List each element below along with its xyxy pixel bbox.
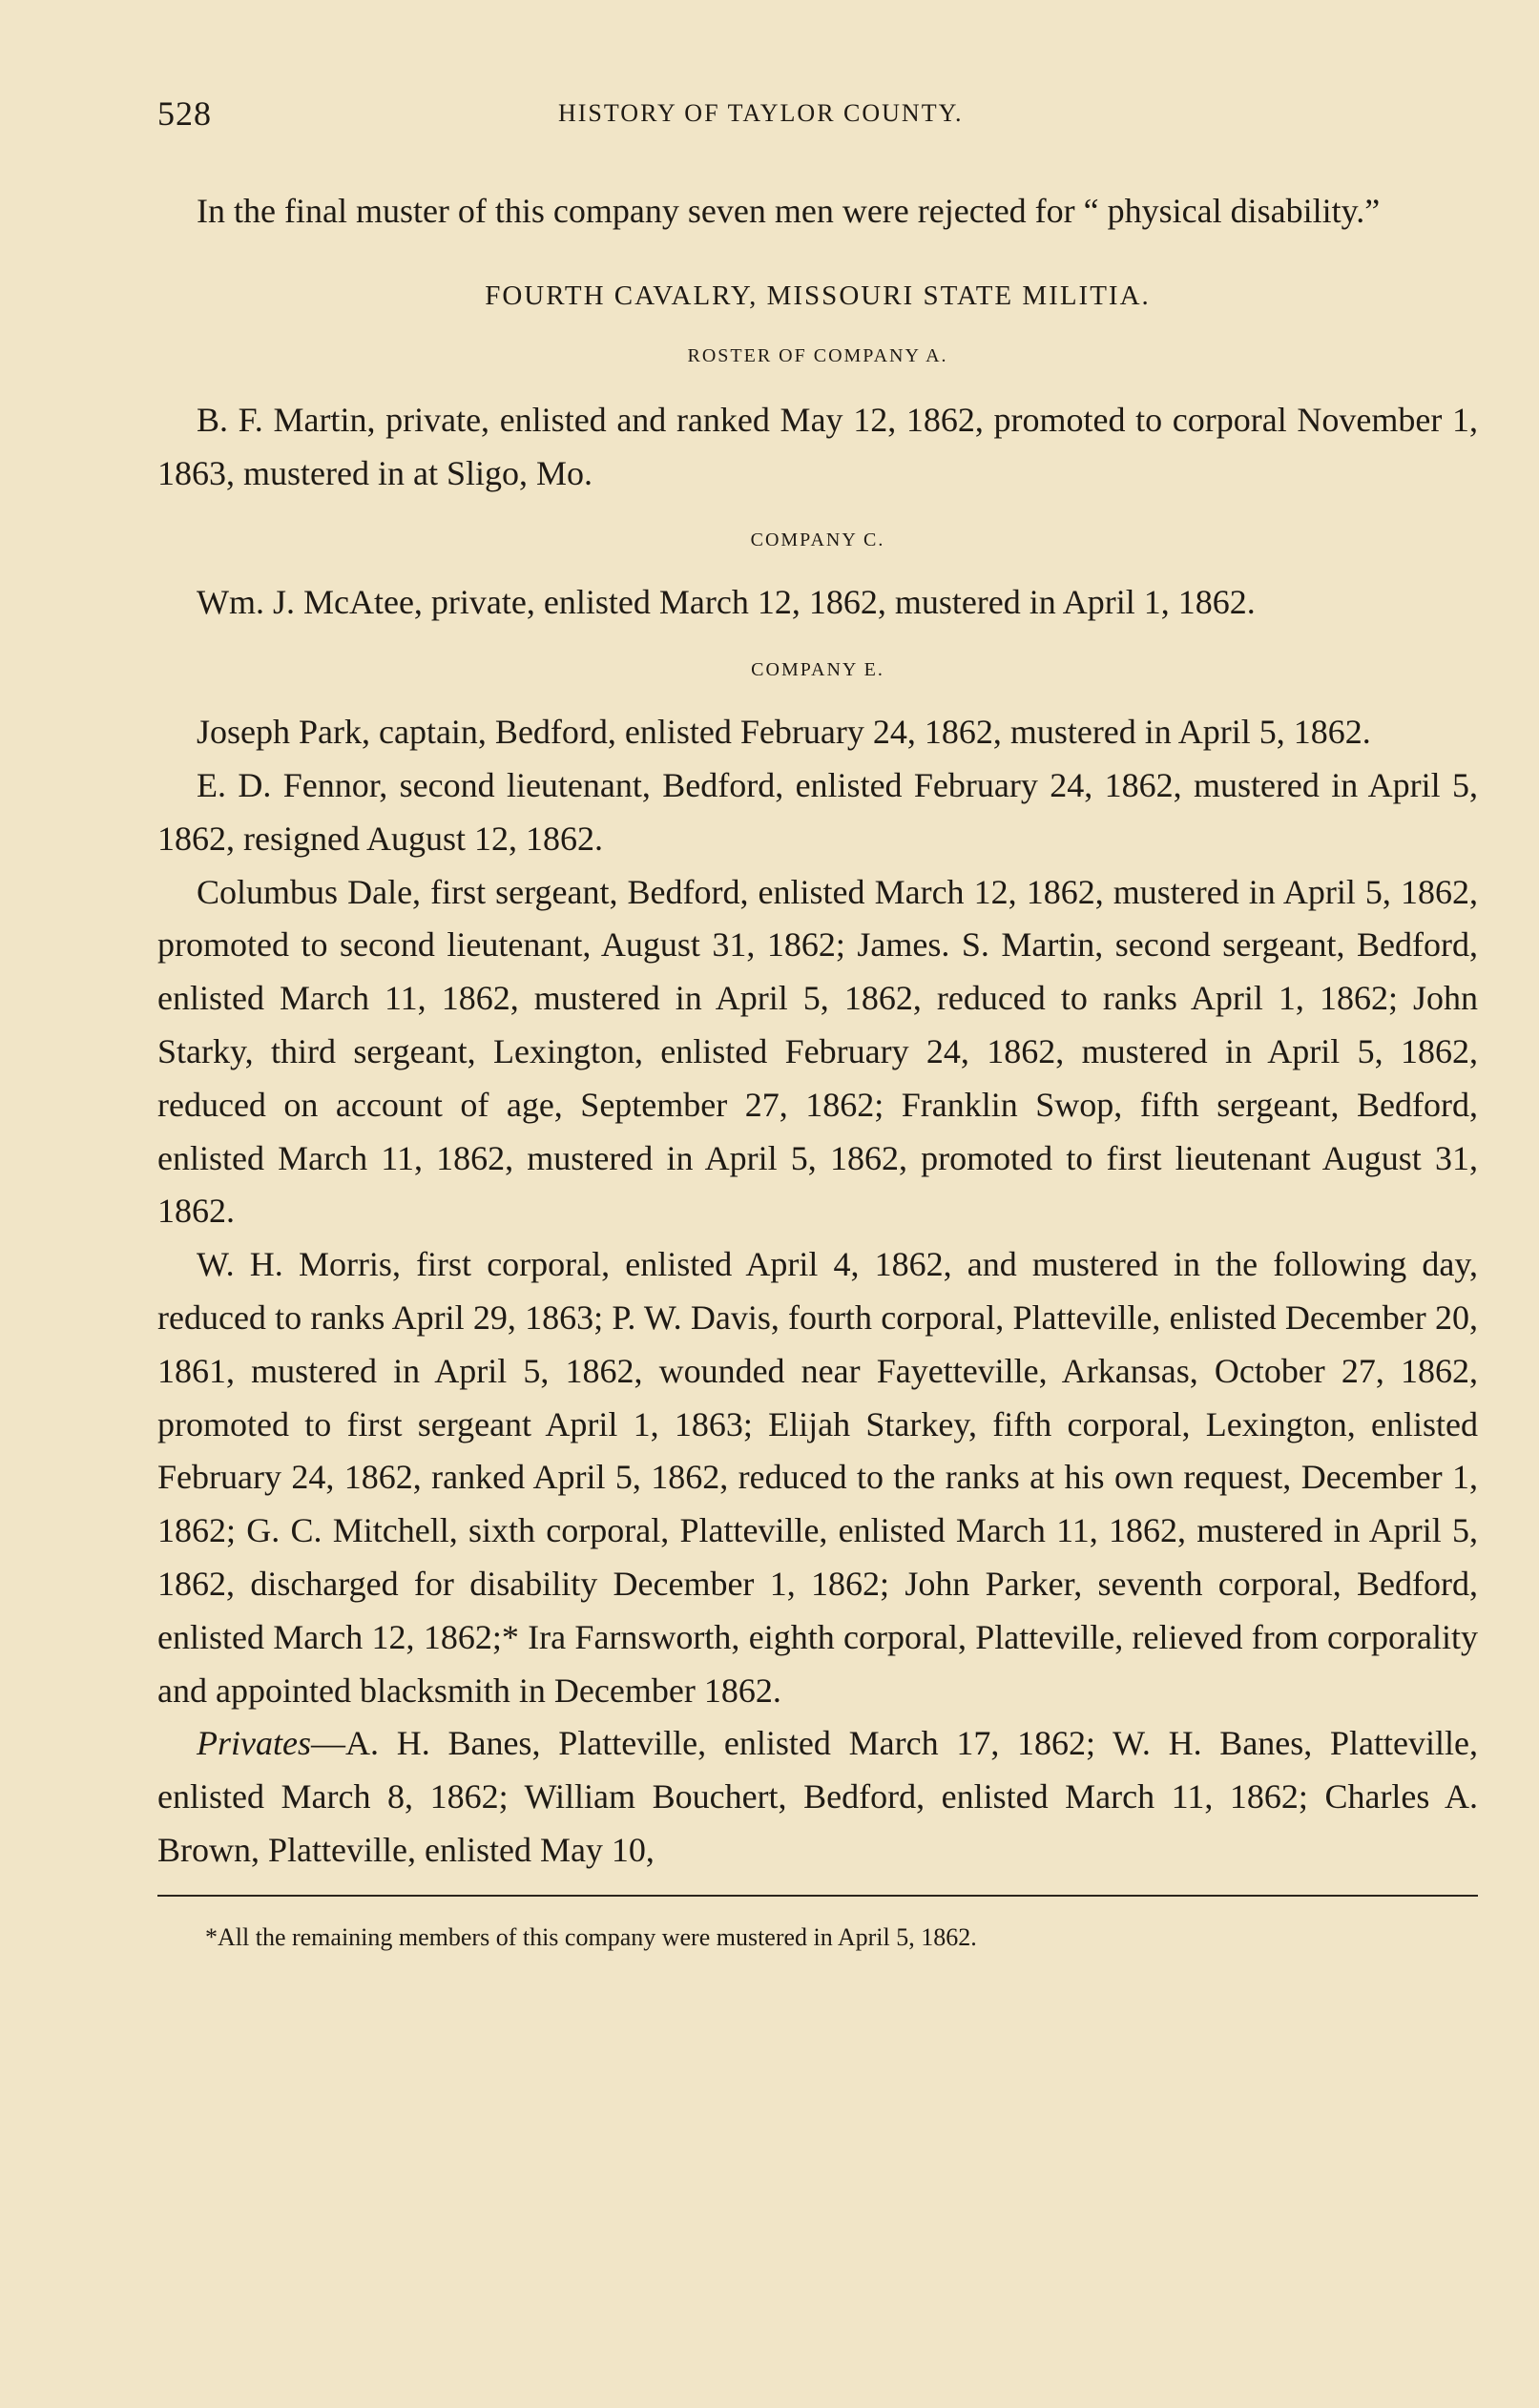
company-c-heading: COMPANY C. [750, 529, 885, 551]
footnote-rule [157, 1895, 1478, 1897]
running-head-title: HISTORY OF TAYLOR COUNTY. [558, 99, 964, 127]
footnote: *All the remaining members of this company were mustered in April 5, 1862. [205, 1922, 977, 1951]
company-e-entry-sergeants: Columbus Dale, first sergeant, Bedford, enlisted March 12, 1862, mustered in April 5, 1862, promoted to second lieutenant, August 31, 1862; James. S. Martin, second sergeant, Bedford, enlisted March 11, 1862, mustered in April 5, 1862, reduced to ranks April 1, 1862; John Starky, third sergeant, Lexington, enlisted February 24, 1862, mustered in April 5, 1862, reduced on account of age, September 27, 1862; Franklin Swop, fifth sergeant, Bedford, enlisted March 11, 1862, mustered in April 5, 1862, promoted to first lieutenant August 31, 1862. [157, 872, 1478, 1231]
company-e-entry-corporals: W. H. Morris, first corporal, enlisted April 4, 1862, and mustered in the following day, reduced to ranks April 29, 1863; P. W. Davis, fourth corporal, Platteville, enlisted December 20, 1861, mustered in April 5, 1862, wounded near Fayetteville, Arkansas, October 27, 1862, promoted to first sergeant April 1, 1863; Elijah Starkey, fifth corporal, Lexington, enlisted February 24, 1862, ranked April 5, 1862, reduced to the ranks at his own request, December 1, 1862; G. C. Mitchell, sixth corporal, Platteville, enlisted March 11, 1862, mustered in April 5, 1862, discharged for disability December 1, 1862; John Parker, seventh corporal, Bedford, enlisted March 12, 1862;* Ira Farnsworth, eighth corporal, Platteville, relieved from corporality and appointed blacksmith in December 1862. [157, 1245, 1478, 1710]
privates-label: Privates [197, 1724, 311, 1763]
section-title: FOURTH CAVALRY, MISSOURI STATE MILITIA. [485, 280, 1151, 311]
company-e-heading: COMPANY E. [751, 659, 884, 681]
intro-paragraph: In the final muster of this company seven men were rejected for “ physical disability.” [197, 192, 1381, 230]
company-a-heading: ROSTER OF COMPANY A. [687, 344, 948, 366]
company-a-entry: B. F. Martin, private, enlisted and ranked May 12, 1862, promoted to corporal November 1, 1863, mustered in at Sligo, Mo. [157, 400, 1478, 492]
page-number: 528 [157, 94, 212, 133]
page-body [157, 185, 1478, 1956]
running-head [157, 93, 1482, 137]
company-e-privates [157, 1717, 1478, 1877]
company-c-entry: Wm. J. McAtee, private, enlisted March 12, 1862, mustered in April 1, 1862. [197, 583, 1256, 622]
company-e-entry-captain: Joseph Park, captain, Bedford, enlisted February 24, 1862, mustered in April 5, 1862. [197, 713, 1371, 752]
privates-list: —A. H. Banes, Platteville, enlisted March 17, 1862; W. H. Banes, Platteville, enlisted March 8, 1862; William Bouchert, Bedford, enlisted March 11, 1862; Charles A. Brown, Platteville, enlisted May 10, [157, 1724, 1478, 1869]
company-e-entry-lieutenant: E. D. Fennor, second lieutenant, Bedford, enlisted February 24, 1862, mustered in April 5, 1862, resigned August 12, 1862. [157, 765, 1478, 858]
